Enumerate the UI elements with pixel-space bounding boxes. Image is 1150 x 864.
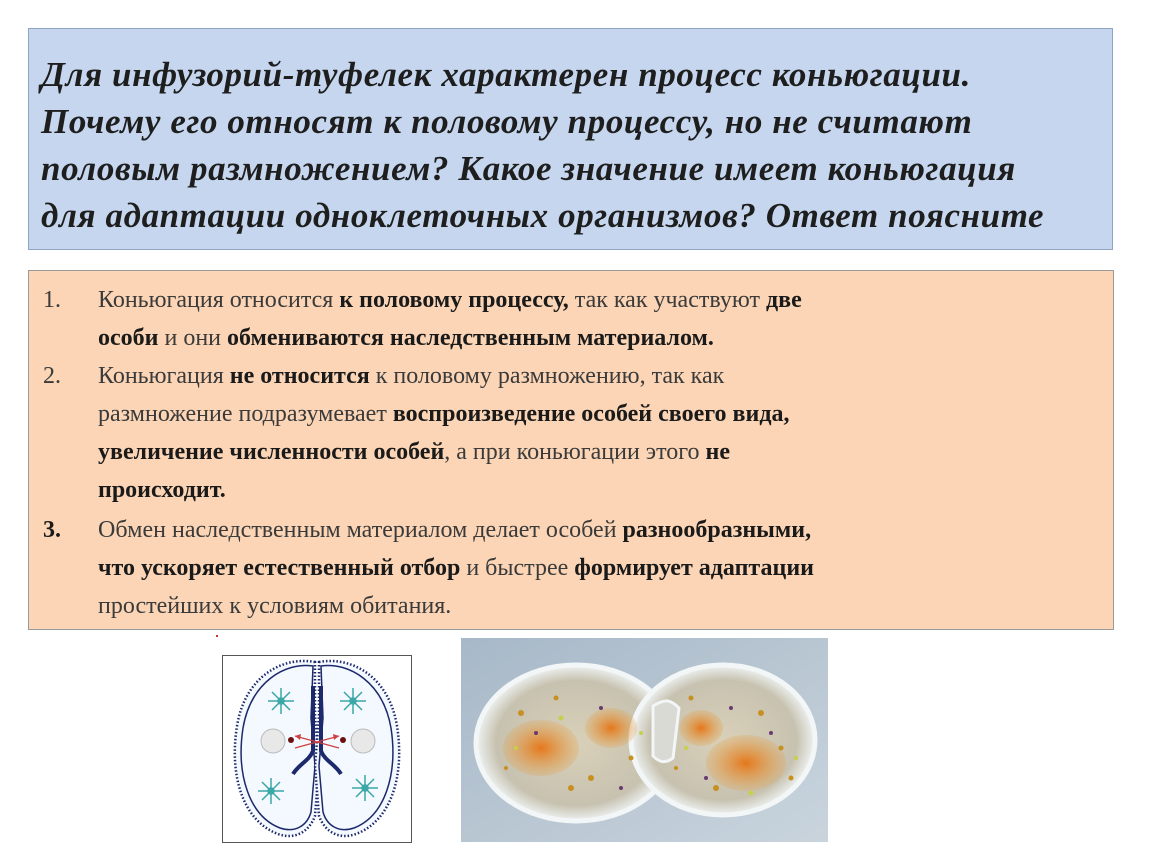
answer-3-bold: что ускоряет естественный отбор <box>98 555 461 581</box>
answer-1-bold: обмениваются наследственным материалом. <box>227 325 714 351</box>
answer-2-text: размножение подразумевает <box>98 401 393 427</box>
answer-2-bold: не <box>705 439 731 465</box>
answer-1-text: так как участвуют <box>568 287 766 313</box>
answer-number-1: 1. <box>43 287 61 313</box>
answer-1-bold: к половому процессу, <box>339 287 569 313</box>
answer-1-bold: особи <box>98 325 159 351</box>
question-line-4: для адаптации одноклеточных организмов? Ответ поясните <box>41 196 1045 235</box>
answer-number-3: 3. <box>43 517 61 543</box>
answer-3-text: и быстрее <box>460 555 575 581</box>
answer-1-bold: две <box>765 287 802 313</box>
answer-number-2: 2. <box>43 363 61 389</box>
answer-text-3 <box>98 511 1098 625</box>
question-box <box>28 28 1113 250</box>
answer-2-text: , а при коньюгации этого <box>444 439 706 465</box>
answer-2-bold: увеличение численности особей <box>98 439 445 465</box>
answer-3-bold: формирует адаптации <box>574 555 814 581</box>
answer-1-text: Коньюгация относится <box>98 287 340 313</box>
answer-3-bold: разнообразными <box>622 517 806 543</box>
answer-2-text: к половому размножению, так как <box>369 363 725 389</box>
answer-3-text: Обмен наследственным материалом делает особей <box>98 517 623 543</box>
answer-3-bold: , <box>805 517 812 543</box>
conjugation-photo-svg <box>461 638 828 842</box>
answer-text-2 <box>98 357 1098 509</box>
answer-2-text: Коньюгация <box>98 363 230 389</box>
right-nucleus <box>351 729 375 753</box>
answer-2-bold: происходит. <box>98 477 226 503</box>
conjugation-photo <box>461 638 828 842</box>
answer-text-1 <box>98 281 1098 357</box>
conjugation-diagram-svg <box>223 656 411 842</box>
left-nucleus <box>261 729 285 753</box>
question-line-1: Для инфузорий-туфелек характерен процесс коньюгации. <box>41 55 971 94</box>
question-line-2: Почему его относят к половому процессу, но не считают <box>41 102 973 141</box>
answer-3-text: простейших к условиям обитания. <box>98 593 452 619</box>
answer-2-bold: не относится <box>229 363 370 389</box>
question-line-3: половым размножением? Какое значение имеет коньюгация <box>41 149 1016 188</box>
answer-box <box>28 270 1114 630</box>
conjugation-diagram <box>222 655 412 843</box>
answer-1-text: и они <box>158 325 228 351</box>
stray-mark <box>216 635 218 637</box>
answer-2-bold: воспроизведение особей своего вида, <box>392 401 790 427</box>
